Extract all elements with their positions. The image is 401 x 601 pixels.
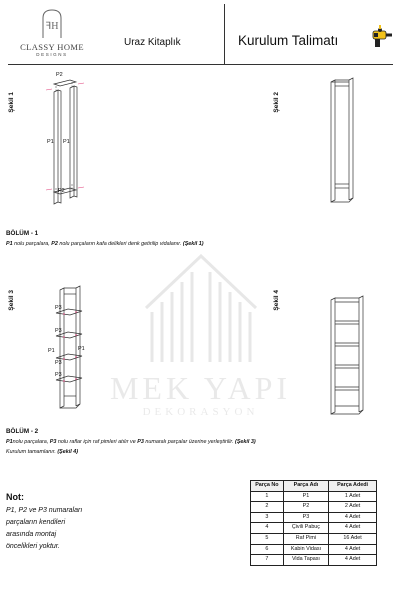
table-row bbox=[251, 491, 377, 502]
table-row bbox=[251, 512, 377, 523]
desc-text: Kurulum tamamlanır. bbox=[6, 449, 58, 455]
part-ref: P2 bbox=[51, 241, 58, 247]
fig3-label-shelf: P3 bbox=[55, 372, 62, 378]
watermark-title: MEK YAPI bbox=[109, 370, 292, 406]
table-cell: P1 bbox=[283, 491, 328, 502]
table-cell: Kabin Vidası bbox=[283, 544, 328, 555]
watermark-subtitle: DEKORASYON bbox=[142, 406, 259, 418]
section-2-description bbox=[6, 439, 256, 445]
figure-1-diagram bbox=[34, 66, 94, 214]
part-ref: P1 bbox=[6, 439, 13, 445]
table-cell: Çivili Pabuç bbox=[283, 523, 328, 534]
product-title: Uraz Kitaplık bbox=[124, 37, 181, 48]
table-cell: 4 Adet bbox=[329, 544, 377, 555]
table-cell: 4 Adet bbox=[329, 555, 377, 566]
parts-table bbox=[250, 480, 377, 566]
table-cell: 1 bbox=[251, 491, 284, 502]
figure-3-diagram bbox=[34, 278, 96, 418]
table-cell: 4 Adet bbox=[329, 523, 377, 534]
step-label-2: Şekil 2 bbox=[273, 92, 280, 113]
section-1-heading: BÖLÜM - 1 bbox=[6, 230, 39, 237]
watermark-house-icon bbox=[140, 252, 262, 364]
brand-logo bbox=[7, 4, 97, 62]
figure-ref: (Şekil 4) bbox=[57, 449, 79, 455]
brand-subtitle: DESIGNS bbox=[36, 52, 68, 57]
header-rule bbox=[8, 64, 393, 65]
fig1-label-bottom: P2 bbox=[58, 188, 65, 194]
table-cell: 7 bbox=[251, 555, 284, 566]
section-2-completion bbox=[6, 449, 78, 455]
section-2-heading: BÖLÜM - 2 bbox=[6, 428, 39, 435]
column-header: Parça Adedi bbox=[329, 481, 377, 492]
step-label-4: Şekil 4 bbox=[273, 290, 280, 311]
desc-text: nolu parçaların kafa delikleri denk getirilip vidalanır. bbox=[57, 241, 183, 247]
table-row bbox=[251, 523, 377, 534]
figure-2-diagram bbox=[318, 72, 368, 212]
fig3-label-shelf: P3 bbox=[55, 328, 62, 334]
table-cell: Vida Tapası bbox=[283, 555, 328, 566]
fig3-label-right: P1 bbox=[78, 346, 85, 352]
table-cell: P2 bbox=[283, 502, 328, 513]
desc-text: numaralı parçalar üzerine yerleştirilir. bbox=[143, 439, 236, 445]
section-1-description bbox=[6, 241, 204, 247]
step-label-3: Şekil 3 bbox=[8, 290, 15, 311]
table-cell: 4 Adet bbox=[329, 512, 377, 523]
fig1-label-top: P2 bbox=[56, 72, 63, 78]
table-row bbox=[251, 555, 377, 566]
desc-text: nolu raflar için raf pimleri atılır ve bbox=[56, 439, 138, 445]
fig1-label-right: P1 bbox=[63, 139, 70, 145]
table-cell: Raf Pimi bbox=[283, 533, 328, 544]
step-label-1: Şekil 1 bbox=[8, 92, 15, 113]
table-cell: 6 bbox=[251, 544, 284, 555]
table-cell: 16 Adet bbox=[329, 533, 377, 544]
header-divider bbox=[224, 4, 225, 64]
desc-text: nolu parçalara, bbox=[12, 439, 50, 445]
brand-monogram-icon bbox=[40, 8, 64, 40]
column-header: Parça Adı bbox=[283, 481, 328, 492]
table-row bbox=[251, 544, 377, 555]
note-line: parçaların kendileri bbox=[6, 519, 66, 526]
table-cell: 2 bbox=[251, 502, 284, 513]
note-line: arasında montaj bbox=[6, 531, 57, 538]
document-title: Kurulum Talimatı bbox=[238, 33, 339, 48]
table-cell: 3 bbox=[251, 512, 284, 523]
column-header: Parça No bbox=[251, 481, 284, 492]
fig1-label-left: P1 bbox=[47, 139, 54, 145]
fig3-label-shelf: P3 bbox=[55, 360, 62, 366]
table-header-row bbox=[251, 481, 377, 492]
figure-4-diagram bbox=[326, 288, 372, 418]
figure-ref: (Şekil 1) bbox=[182, 241, 204, 247]
table-cell: 4 bbox=[251, 523, 284, 534]
figure-ref: (Şekil 3) bbox=[235, 439, 256, 445]
table-row bbox=[251, 502, 377, 513]
fig3-label-left: P1 bbox=[48, 348, 55, 354]
table-row bbox=[251, 533, 377, 544]
note-line: P1, P2 ve P3 numaraları bbox=[6, 507, 83, 514]
table-cell: 2 Adet bbox=[329, 502, 377, 513]
note-line: öncelikleri yoktur. bbox=[6, 543, 60, 550]
part-ref: P3 bbox=[137, 439, 144, 445]
desc-text: nolu parçalara, bbox=[12, 241, 52, 247]
svg-text:ꟻH: ꟻH bbox=[45, 21, 59, 32]
table-cell: P3 bbox=[283, 512, 328, 523]
table-cell: 1 Adet bbox=[329, 491, 377, 502]
fig3-label-shelf: P3 bbox=[55, 305, 62, 311]
table-cell: 5 bbox=[251, 533, 284, 544]
brand-name: CLASSY HOME bbox=[20, 42, 84, 52]
drill-icon bbox=[368, 24, 394, 50]
note-title: Not: bbox=[6, 492, 24, 502]
part-ref: P1 bbox=[6, 241, 13, 247]
part-ref: P3 bbox=[49, 439, 57, 445]
